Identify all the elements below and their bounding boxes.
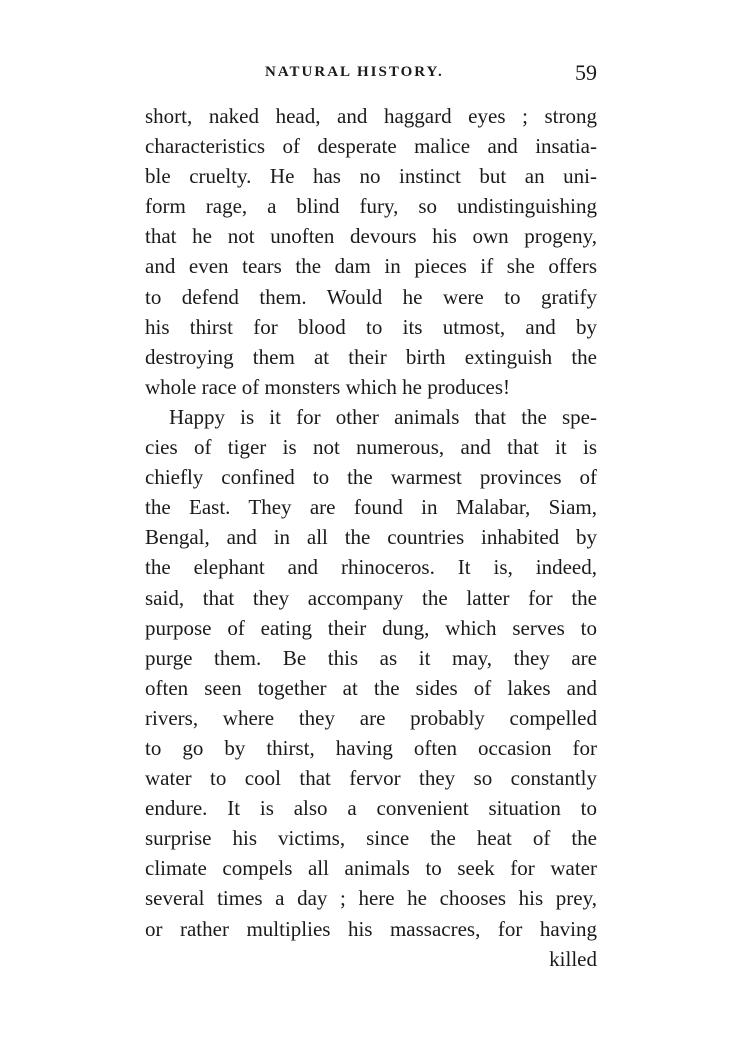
page-number: 59 bbox=[575, 60, 597, 85]
text-line: Bengal, and in all the countries inhabited by bbox=[145, 525, 597, 550]
text-line: cies of tiger is not numerous, and that it is bbox=[145, 435, 597, 460]
running-head bbox=[145, 60, 597, 88]
text-line: to go by thirst, having often occasion for bbox=[145, 735, 597, 760]
text-line: or rather multiplies his massacres, for having bbox=[145, 916, 597, 941]
text-line: purpose of eating their dung, which serves to bbox=[145, 615, 597, 640]
text-line: rivers, where they are probably compelled bbox=[145, 705, 597, 730]
text-line: destroying them at their birth extinguish the bbox=[145, 344, 597, 369]
text-line: characteristics of desperate malice and insatia- bbox=[145, 134, 597, 159]
running-title: NATURAL HISTORY. bbox=[265, 64, 444, 80]
text-line: said, that they accompany the latter for the bbox=[145, 585, 597, 610]
catchword: killed bbox=[549, 946, 597, 971]
text-line: climate compels all animals to seek for water bbox=[145, 856, 597, 881]
text-line: often seen together at the sides of lakes and bbox=[145, 675, 597, 700]
paragraph-1 bbox=[145, 101, 597, 402]
text-line: whole race of monsters which he produces! bbox=[145, 374, 511, 399]
text-line: the East. They are found in Malabar, Siam, bbox=[145, 495, 597, 520]
text-line: surprise his victims, since the heat of the bbox=[145, 826, 597, 851]
text-line: to defend them. Would he were to gratify bbox=[145, 284, 597, 309]
text-line: the elephant and rhinoceros. It is, indeed, bbox=[145, 555, 597, 580]
text-line: that he not unoften devours his own progeny, bbox=[145, 224, 597, 249]
text-line: several times a day ; here he chooses his prey, bbox=[145, 886, 597, 911]
text-line: chiefly confined to the warmest provinces of bbox=[145, 465, 597, 490]
text-line: ble cruelty. He has no instinct but an uni- bbox=[145, 164, 597, 189]
body-text bbox=[145, 101, 597, 974]
text-line: water to cool that fervor they so constantly bbox=[145, 766, 597, 791]
text-line: Happy is it for other animals that the spe- bbox=[169, 404, 597, 429]
text-line: purge them. Be this as it may, they are bbox=[145, 645, 597, 670]
paragraph-2 bbox=[145, 402, 597, 944]
text-line: and even tears the dam in pieces if she offers bbox=[145, 254, 597, 279]
text-line: form rage, a blind fury, so undistinguishing bbox=[145, 194, 597, 219]
text-line: endure. It is also a convenient situation to bbox=[145, 796, 597, 821]
text-line: his thirst for blood to its utmost, and by bbox=[145, 314, 597, 339]
text-line: short, naked head, and haggard eyes ; strong bbox=[145, 104, 597, 128]
